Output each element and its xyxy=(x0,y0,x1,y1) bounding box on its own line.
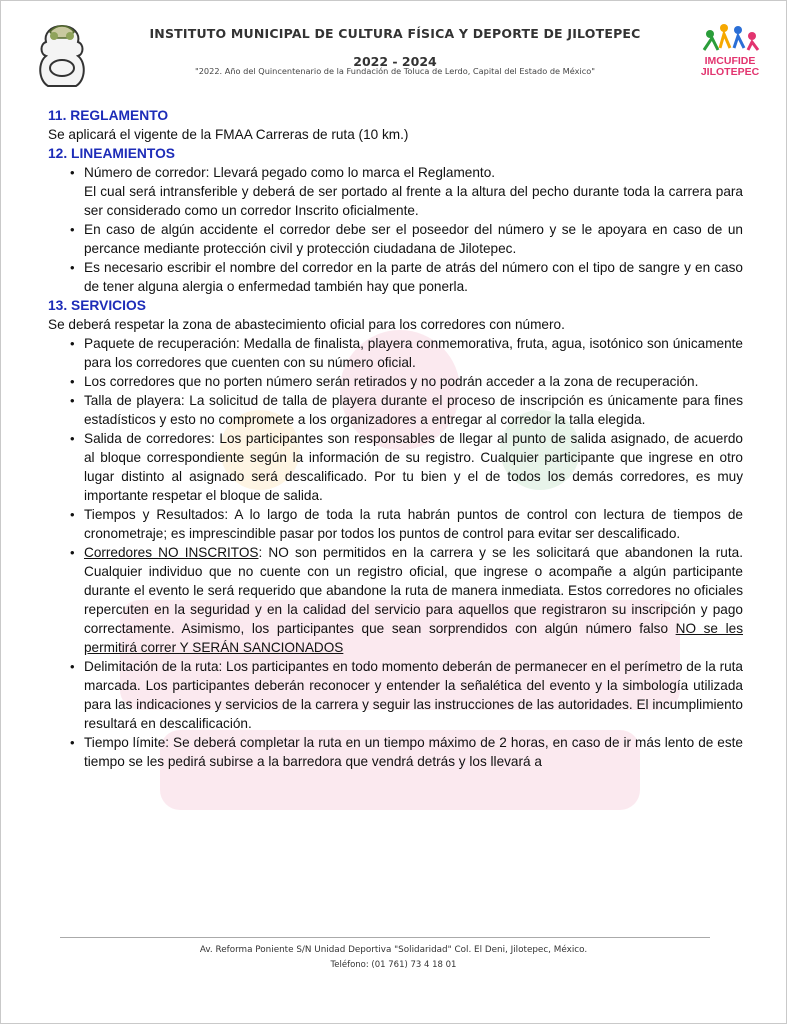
imcufide-logo-text: IMCUFIDE JILOTEPEC xyxy=(700,55,760,78)
section-12-heading: 12. LINEAMIENTOS xyxy=(48,146,176,161)
list-item: • Número de corredor: Llevará pegado como lo marca el Reglamento. El cual será intransferible y deberá de ser portado al frente a la altura del pecho durante toda la carrera para ser considerado como un corredor Inscrito oficialmente. xyxy=(48,163,743,220)
section-13-heading: 13. SERVICIOS xyxy=(48,298,146,313)
list-item: • Talla de playera: La solicitud de talla de playera durante el proceso de inscripción es únicamente para fines estadísticos y esto no compromete a los organizadores a entregar al corredor la talla elegida. xyxy=(48,391,743,429)
sanction-warning: NO se les permitirá correr Y SERÁN SANCIONADOS xyxy=(84,621,743,655)
section-11-text: Se aplicará el vigente de la FMAA Carreras de ruta (10 km.) xyxy=(48,127,409,142)
list-item: • En caso de algún accidente el corredor debe ser el poseedor del número y se le apoyara en caso de un percance mediante protección civil y protección ciudadana de Jilotepec. xyxy=(48,220,743,258)
administration-years: 2022 - 2024 xyxy=(353,54,437,69)
section-13-intro: Se deberá respetar la zona de abastecimiento oficial para los corredores con número. xyxy=(48,317,565,332)
institution-title: INSTITUTO MUNICIPAL DE CULTURA FÍSICA Y DEPORTE DE JILOTEPEC xyxy=(149,26,641,41)
list-item: • Paquete de recuperación: Medalla de finalista, playera conmemorativa, fruta, agua, isotónico son únicamente para los corredores que cuenten con su número oficial. xyxy=(48,334,743,372)
municipal-seal-icon xyxy=(32,22,92,94)
unregistered-runners-label: Corredores NO INSCRITOS xyxy=(84,545,259,560)
list-item: • Salida de corredores: Los participantes son responsables de llegar al punto de salida asignado, de acuerdo al bloque correspondiente según la información de su registro. Cualquier participante que ingrese en otro lugar distinto al asignado será descalificado. Por tu bien y el de todos los demás corredores, es muy importante respetar el bloque de salida. xyxy=(48,429,743,505)
page-header xyxy=(0,0,787,108)
list-item: • Delimitación de la ruta: Los participantes en todo momento deberán de permanecer en el perímetro de la ruta marcada. Los participantes deberán reconocer y entender la señalética del evento y la simbología utilizada para las indicaciones y servicios de la carrera y seguir las instrucciones de las autoridades. El incumplimiento resultará en descalificación. xyxy=(48,657,743,733)
section-13-list xyxy=(48,334,743,771)
list-item: • Es necesario escribir el nombre del corredor en la parte de atrás del número con el tipo de sangre y en caso de tener alguna alergia o enfermedad también hay que ponerla. xyxy=(48,258,743,296)
year-motto: "2022. Año del Quincentenario de la Fundación de Toluca de Lerdo, Capital del Estado de México" xyxy=(194,66,596,76)
list-item: • Corredores NO INSCRITOS: NO son permitidos en la carrera y se les solicitará que abandonen la ruta. Cualquier individuo que no cuente con un registro oficial, que ingrese o acompañe a algún participante durante el evento le será requerido que abandone la ruta de manera inmediata. Estos corredores no oficiales repercuten en la seguridad y en la calidad del servicio para aquellos que registraron su inscripción y pago correctamente. Asimismo, los participantes que sean sorprendidos con algún número falso NO se les permitirá correr Y SERÁN SANCIONADOS xyxy=(48,543,743,657)
document-body xyxy=(48,106,743,771)
list-item: • Los corredores que no porten número serán retirados y no podrán acceder a la zona de recuperación. xyxy=(48,372,743,391)
list-item: • Tiempo límite: Se deberá completar la ruta en un tiempo máximo de 2 horas, en caso de ir más lento de este tiempo se les pedirá subirse a la barredora que vendrá detrás y los llevará a xyxy=(48,733,743,771)
footer-phone: Teléfono: (01 761) 73 4 18 01 xyxy=(330,960,457,970)
section-11-heading: 11. REGLAMENTO xyxy=(48,108,169,123)
list-item: • Tiempos y Resultados: A lo largo de toda la ruta habrán puntos de control con lectura de tiempos de cronometraje; es imprescindible pasar por todos los puntos de control para evitar ser descalificado. xyxy=(48,505,743,543)
section-12-list xyxy=(48,163,743,296)
footer-address: Av. Reforma Poniente S/N Unidad Deportiva "Solidaridad" Col. El Deni, Jilotepec, México. xyxy=(199,945,588,955)
footer-divider xyxy=(60,937,710,938)
